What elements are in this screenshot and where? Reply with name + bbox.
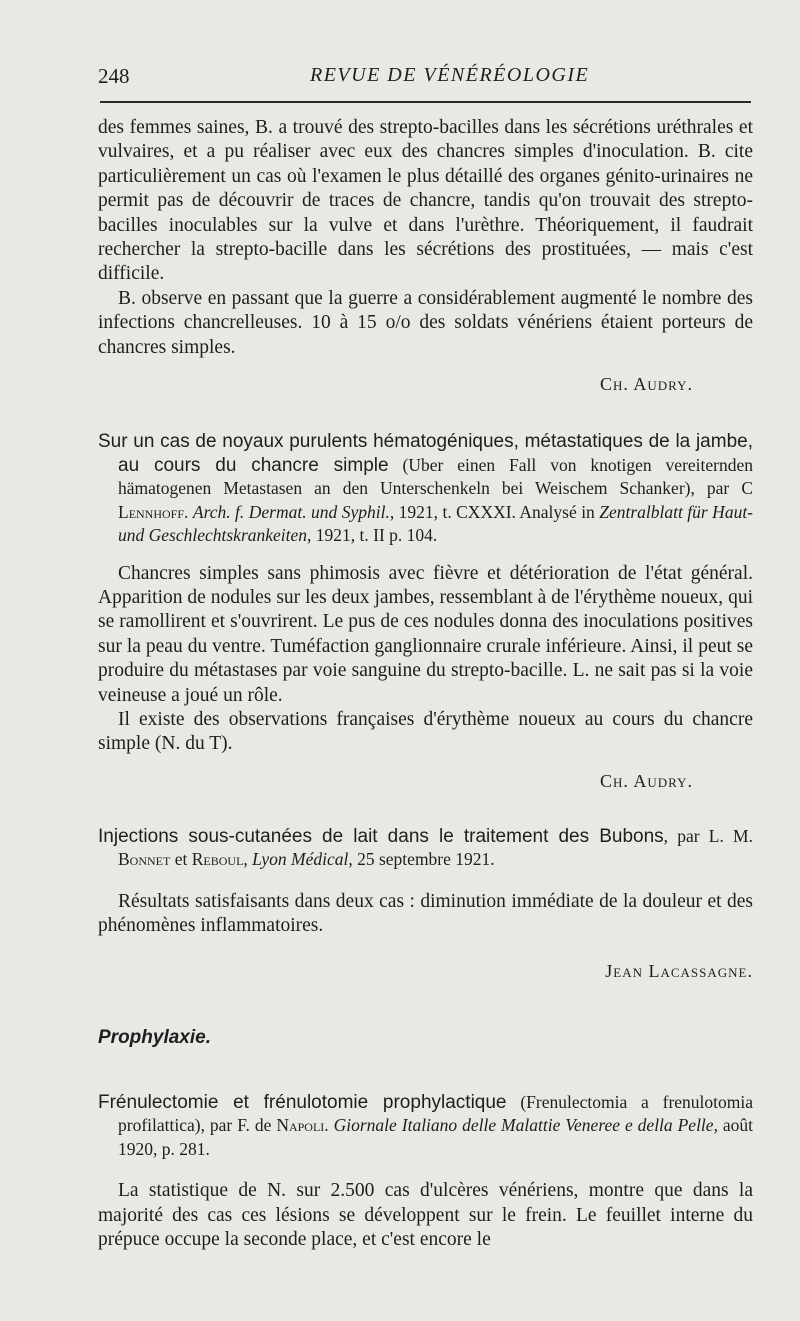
page-header	[98, 64, 752, 92]
article-title: Injections sous-cutanées de lait dans le traitement des Bubons	[98, 825, 664, 847]
header-rule	[100, 101, 751, 103]
signature-audry-1: Ch. Audry.	[599, 374, 693, 395]
article-author: Lennhoff	[118, 501, 185, 522]
article-author: Bonnet	[118, 849, 171, 870]
section-heading: Prophylaxie.	[98, 1026, 211, 1048]
article-author: Napoli	[276, 1115, 325, 1136]
article-title: Frénulectomie et frénulotomie prophylactique	[98, 1091, 507, 1113]
journal-name: Arch. f. Dermat. und Syphil.	[192, 501, 390, 522]
article-entry-napoli: Frénulectomie et frénulotomie prophylactique (Frenulectomia a frenulotomia profilattica), par F. de Napoli. Giornale Italiano delle Malattie Veneree e della Pelle, août 1920, p. 281.	[98, 1091, 754, 1159]
paragraph-statistics: La statistique de N. sur 2.500 cas d'ulcères vénériens, montre que dans la majorité des cas ces lésions se développent sur le frein. Le feuillet interne du prépuce occupe la seconde place, et c'est encore le	[98, 1180, 753, 1250]
paragraph-results: Résultats satisfaisants dans deux cas : diminution immédiate de la douleur et des phénomènes inflammatoires.	[98, 890, 753, 937]
journal-name: Lyon Médical	[252, 849, 349, 870]
signature-lacassagne: Jean Lacassagne.	[605, 960, 753, 981]
article-title: Sur un cas de noyaux purulents hématogéniques, métastatiques de la jambe, au cours du chancre simple	[98, 431, 753, 476]
page-number: 248	[98, 64, 130, 88]
journal-name: Giornale Italiano delle Malattie Veneree e della Pelle	[333, 1115, 714, 1136]
signature-audry-2: Ch. Audry.	[599, 770, 693, 791]
paragraph-translator-note: Il existe des observations françaises d'érythème noueux au cours du chancre simple (N. du T).	[98, 709, 753, 755]
journal-name: Zentralblatt für Haut-und Geschlechtskrankeiten	[118, 501, 754, 546]
article-entry-lennhoff: Sur un cas de noyaux purulents hématogéniques, métastatiques de la jambe, au cours du chancre simple (Uber einen Fall von knotigen vereiternden hämatogenen Metastasen an den Unterschenkeln bei Weischem Schanker), par C Lennhoff. Arch. f. Dermat. und Syphil., 1921, t. CXXXI. Analysé in Zentralblatt für Haut-und Geschlechtskrankeiten, 1921, t. II p. 104.	[98, 431, 754, 546]
paragraph-case-description: Chancres simples sans phimosis avec fièvre et détérioration de l'état général. Apparition de nodules sur les deux jambes, ressemblant à de l'érythème noueux, qui se ramollirent et s'ouvrirent. Le pus de ces nodules donna des inoculations positives sur la peau du ventre. Tuméfaction ganglionnaire crurale inférieure. Ainsi, il peut se produire du métastases par voie sanguine du strepto-bacille. L. ne sait pas si la voie veineuse a joué un rôle.	[98, 562, 753, 706]
article-author: Reboul	[191, 849, 244, 870]
article-reference: (Uber einen Fall von knotigen vereiternden hämatogenen Metastasen an den Unterschenkeln bei Weischem Schanker), par C	[118, 454, 754, 499]
running-title: REVUE DE VÉNÉRÉOLOGIE	[310, 64, 590, 86]
article-reference: , par L. M.	[663, 825, 753, 846]
page-text	[98, 116, 753, 1252]
paragraph-war-infections: B. observe en passant que la guerre a considérablement augmenté le nombre des infections chancrelleuses. 10 à 15 o/o des soldats vénériens étaient porteurs de chancres simples.	[98, 287, 753, 358]
article-entry-bonnet-reboul: Injections sous-cutanées de lait dans le traitement des Bubons, par L. M. Bonnet et Reboul, Lyon Médical, 25 septembre 1921.	[98, 825, 753, 870]
article-reference: (Frenulectomia a frenulotomia profilattica), par F. de	[118, 1091, 753, 1136]
paragraph-continued: des femmes saines, B. a trouvé des strepto-bacilles dans les sécrétions uréthrales et vulvaires, et a pu réaliser avec eux des chancres simples d'inoculation. B. cite particulièrement un cas où l'examen le plus détaillé des organes génito-urinaires ne permit pas de découvrir de traces de chancre, tandis qu'on trouvait des strepto-bacilles inoculables sur la vulve et dans l'urèthre. Théoriquement, il faudrait rechercher la strepto-bacille dans les sécrétions des prostituées, — mais c'est difficile.	[98, 117, 753, 285]
